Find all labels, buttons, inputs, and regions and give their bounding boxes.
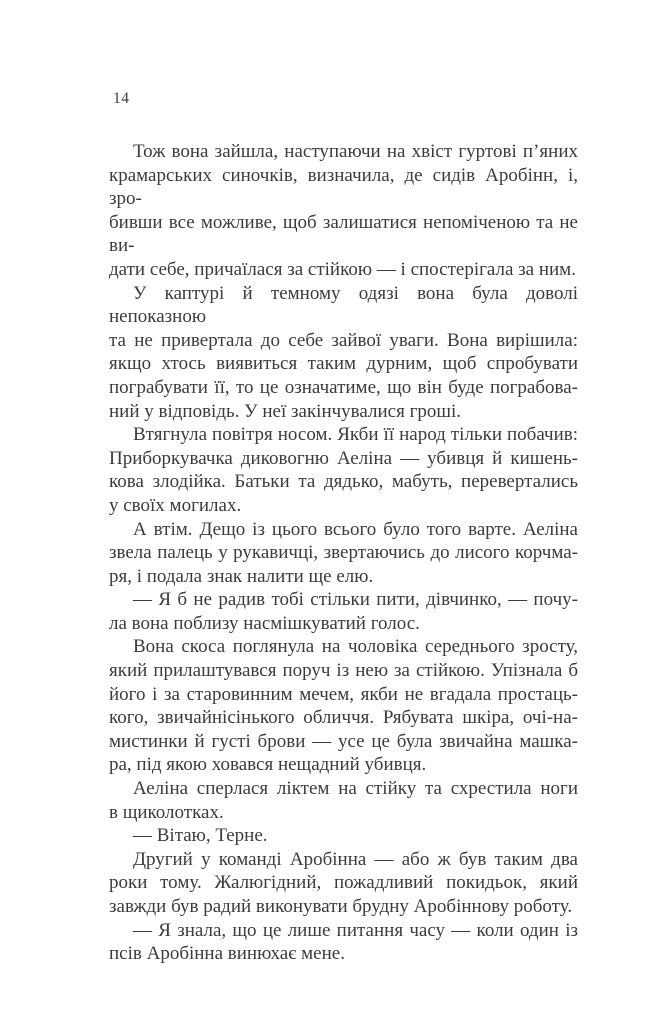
paragraph bbox=[109, 282, 578, 424]
text-line: — Я знала, що це лише питання часу — коли один із bbox=[133, 919, 578, 941]
text-line: Аеліна сперлася ліктем на стійку та схрестила ноги bbox=[133, 778, 578, 800]
text-line: кого, звичайнісінького обличчя. Рябувата шкіра, очі-на- bbox=[109, 707, 578, 729]
text-line: крамарських синочків, визначила, де сидів Аробінн, і, зро- bbox=[109, 164, 578, 210]
text-line: Другий у команді Аробінна — або ж був таким два bbox=[133, 848, 578, 870]
paragraph bbox=[109, 518, 578, 589]
paragraph bbox=[109, 588, 578, 635]
text-line: пограбувати її, то це означатиме, що він буде пограбова- bbox=[109, 376, 578, 398]
paragraph bbox=[109, 777, 578, 824]
text-line: Тож вона зайшла, наступаючи на хвіст гуртові п’яних bbox=[133, 141, 578, 162]
paragraph bbox=[109, 140, 578, 282]
text-line: мистинки й густі брови — усе це була звичайна машка- bbox=[109, 730, 578, 752]
text-line: Приборкувачка диковогню Аеліна — убивця й кишень- bbox=[109, 447, 578, 469]
page-number: 14 bbox=[113, 90, 130, 107]
paragraph bbox=[109, 824, 578, 848]
text-line: ра, під якою ховався нещадний убивця. bbox=[109, 754, 427, 776]
text-line: ла вона поблизу насмішкуватий голос. bbox=[109, 612, 420, 634]
text-line: його і за старовинним мечем, якби не вгадала простаць- bbox=[109, 683, 578, 705]
text-line: звела палець у рукавичці, звертаючись до лисого корчма- bbox=[109, 542, 578, 564]
paragraph bbox=[109, 423, 578, 517]
text-line: бивши все можливе, щоб залишатися непоміченою та не ви- bbox=[109, 211, 578, 257]
text-line: в щиколотках. bbox=[109, 801, 224, 823]
text-block bbox=[109, 140, 578, 966]
text-line: У каптурі й темному одязі вона була доволі непоказною bbox=[109, 282, 578, 328]
text-line: дати себе, причаїлася за стійкою — і спостерігала за ним. bbox=[109, 258, 576, 280]
text-line: та не привертала до себе зайвої уваги. Вона вирішила: bbox=[109, 329, 578, 351]
text-line: — Я б не радив тобі стільки пити, дівчинко, — почу- bbox=[133, 589, 578, 611]
paragraph bbox=[109, 848, 578, 919]
text-line: якщо хтось виявиться таким дурним, щоб спробувати bbox=[109, 353, 578, 375]
text-line: ря, і подала знак налити ще елю. bbox=[109, 565, 374, 587]
text-line: — Вітаю, Терне. bbox=[133, 825, 268, 847]
paragraph bbox=[109, 635, 578, 777]
text-line: Втягнула повітря носом. Якби її народ тільки побачив: bbox=[133, 424, 578, 446]
text-line: роки тому. Жалюгідний, пожадливий покидьок, який bbox=[109, 872, 578, 894]
paragraph bbox=[109, 919, 578, 966]
text-line: псів Аробінна винюхає мене. bbox=[109, 943, 345, 965]
text-line: ний у відповідь. У неї закінчувалися гроші. bbox=[109, 400, 462, 422]
text-line: завжди був радий виконувати брудну Аробіннову роботу. bbox=[109, 896, 573, 917]
text-line: А втім. Дещо із цього всього було того варте. Аеліна bbox=[133, 518, 578, 540]
text-line: Вона скоса поглянула на чоловіка середнього зросту, bbox=[133, 636, 578, 658]
text-line: кова злодійка. Батьки та дядько, мабуть, перевертались bbox=[109, 471, 578, 493]
text-line: у своїх могилах. bbox=[109, 494, 242, 516]
text-line: який прилаштувався поруч із нею за стійкою. Упізнала б bbox=[109, 660, 578, 682]
